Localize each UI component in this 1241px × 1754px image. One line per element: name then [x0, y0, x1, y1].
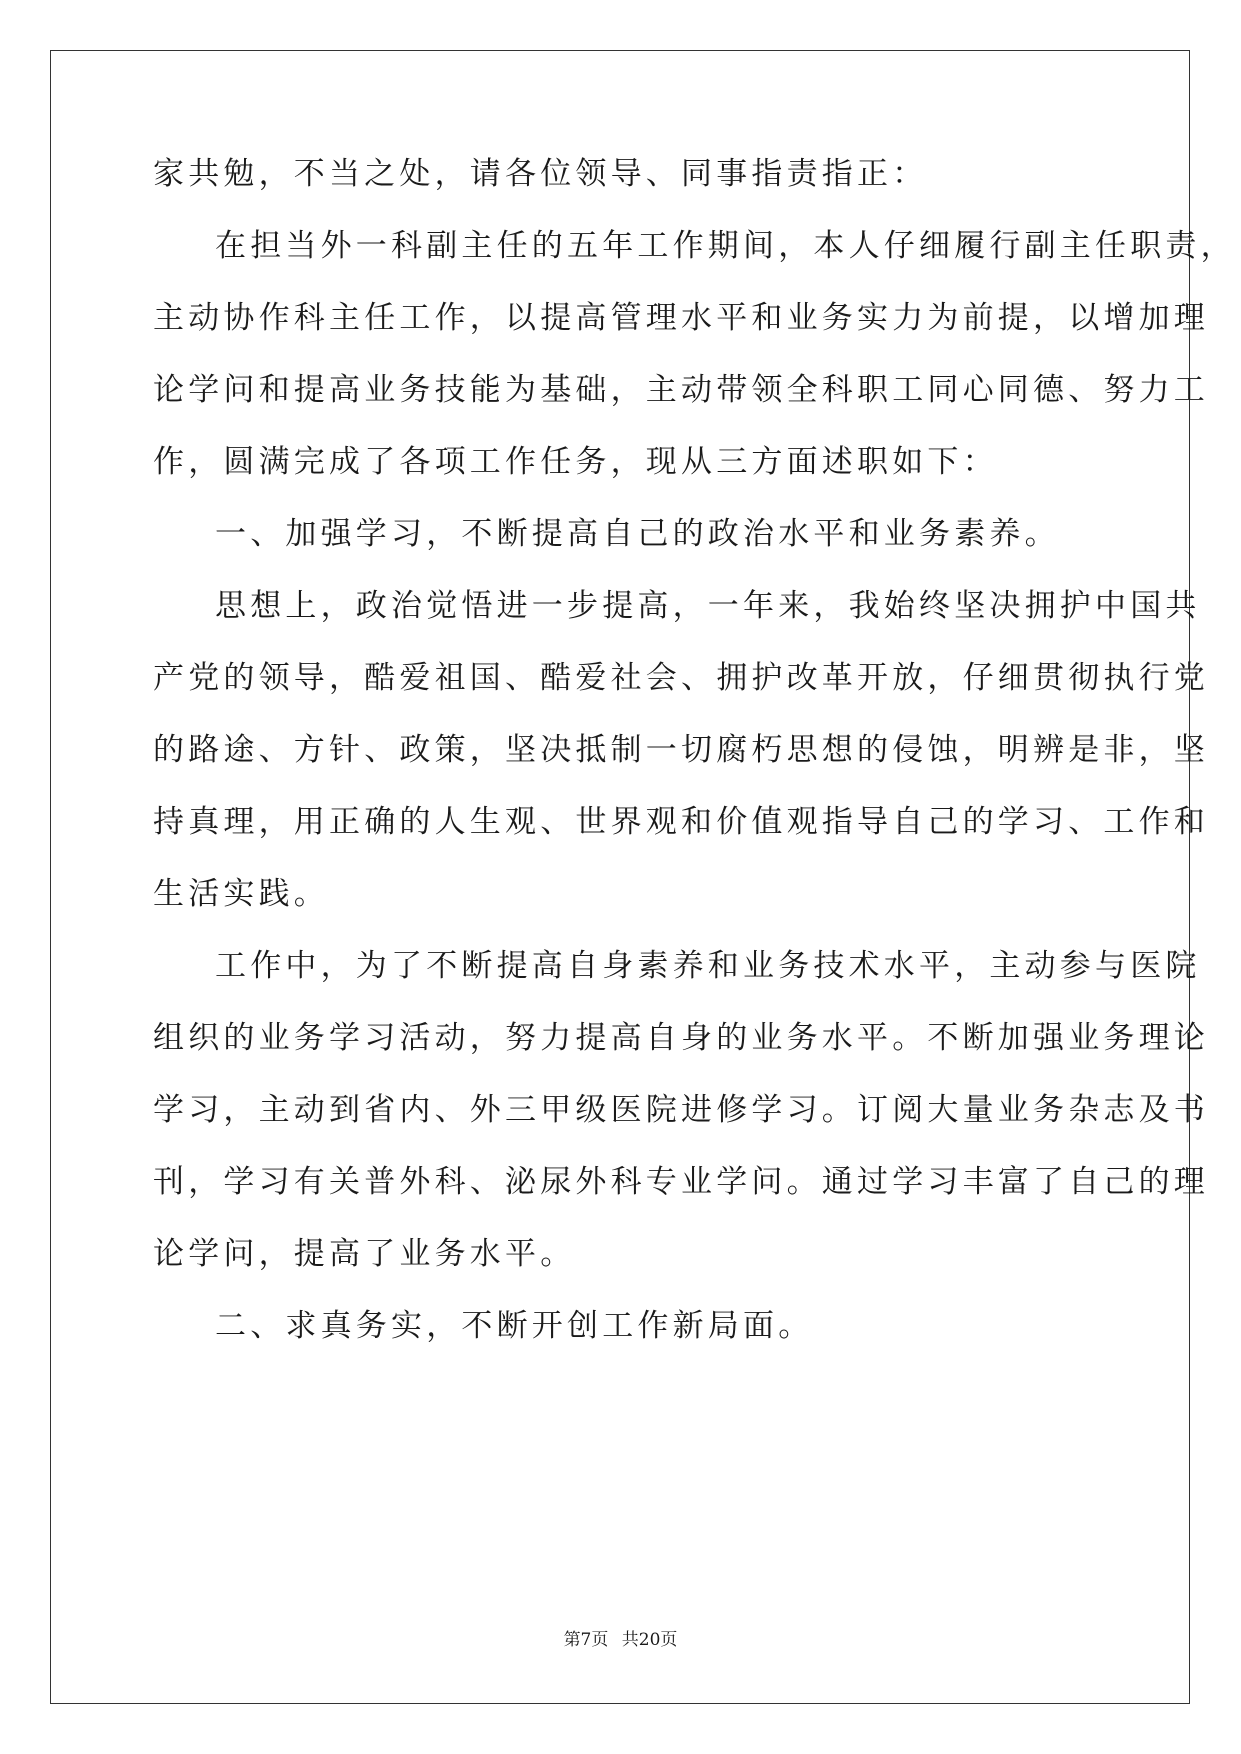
page-footer — [0, 1628, 1241, 1652]
text-line: 工作中，为了不断提高自身素养和业务技术水平，主动参与医院 — [215, 948, 1201, 984]
text-line: 生活实践。 — [153, 876, 329, 912]
text-line: 思想上，政治觉悟进一步提高，一年来，我始终坚决拥护中国共 — [215, 588, 1201, 624]
text-line: 论学问，提高了业务水平。 — [153, 1236, 576, 1272]
text-line: 产党的领导，酷爱祖国、酷爱社会、拥护改革开放，仔细贯彻执行党 — [153, 660, 1209, 696]
text-line: 刊，学习有关普外科、泌尿外科专业学问。通过学习丰富了自己的理 — [153, 1164, 1209, 1200]
text-line: 作，圆满完成了各项工作任务，现从三方面述职如下： — [153, 444, 998, 480]
text-line: 家共勉，不当之处，请各位领导、同事指责指正： — [153, 156, 928, 192]
page-total: 共20页 — [621, 1630, 678, 1650]
page-number: 第7页 — [563, 1630, 609, 1650]
text-line: 论学问和提高业务技能为基础，主动带领全科职工同心同德、努力工 — [153, 372, 1209, 408]
text-line: 组织的业务学习活动，努力提高自身的业务水平。不断加强业务理论 — [153, 1020, 1209, 1056]
text-line: 的路途、方针、政策，坚决抵制一切腐朽思想的侵蚀，明辨是非，坚 — [153, 732, 1209, 768]
text-line: 学习，主动到省内、外三甲级医院进修学习。订阅大量业务杂志及书 — [153, 1092, 1209, 1128]
text-line: 主动协作科主任工作，以提高管理水平和业务实力为前提，以增加理 — [153, 300, 1209, 336]
text-line: 持真理，用正确的人生观、世界观和价值观指导自己的学习、工作和 — [153, 804, 1209, 840]
section-heading: 一、加强学习，不断提高自己的政治水平和业务素养。 — [215, 516, 1060, 552]
section-heading: 二、求真务实，不断开创工作新局面。 — [215, 1308, 814, 1344]
text-line: 在担当外一科副主任的五年工作期间，本人仔细履行副主任职责， — [215, 228, 1236, 264]
